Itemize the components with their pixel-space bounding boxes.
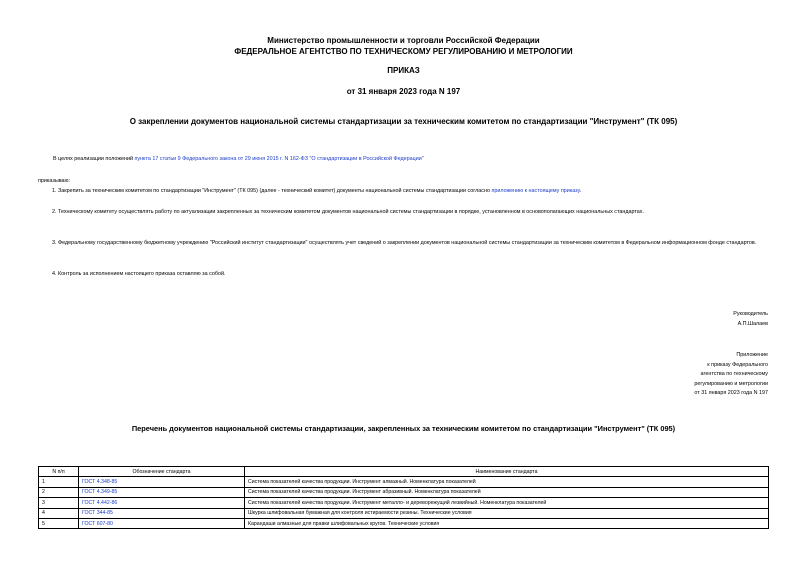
standard-link[interactable]: ГОСТ 4.348-85 xyxy=(82,479,118,486)
document-type: ПРИКАЗ xyxy=(387,66,420,75)
header-name: Наименование стандарта xyxy=(245,467,769,477)
row-num: 1 xyxy=(39,477,79,487)
agency-title: ФЕДЕРАЛЬНОЕ АГЕНТСТВО ПО ТЕХНИЧЕСКОМУ РЕГУЛИРОВАНИЮ И МЕТРОЛОГИИ xyxy=(234,47,573,56)
row-name: Шкурка шлифовальная бумажная для контроля истираемости резины. Технические условия xyxy=(245,508,769,518)
table-row xyxy=(39,508,769,518)
item1-end: . xyxy=(579,188,582,194)
federal-law-link[interactable]: пункта 17 статьи 9 Федерального закона от 29 июня 2015 г. N 162-ФЗ "О стандартизации в Российской Федерации" xyxy=(134,156,424,162)
signatory-title: Руководитель xyxy=(733,311,768,317)
order-date-number: от 31 января 2023 года N 197 xyxy=(346,87,461,96)
standard-link[interactable]: ГОСТ 4.349-85 xyxy=(82,489,118,496)
order-item-2: 2. Техническому комитету осуществлять работу по актуализации закрепленных за техническим комитетом документов национальной системы стандартизации в порядке, установленном в основополагающих национальных стандартах. xyxy=(52,209,644,215)
order-subject: О закреплении документов национальной системы стандартизации за техническим комитетом по стандартизации "Инструмент" (ТК 095) xyxy=(129,117,678,126)
table-header-row xyxy=(39,467,769,477)
appendix-line: регулированию и метрологии xyxy=(694,380,768,387)
row-name: Система показателей качества продукции. Инструмент абразивный. Номенклатура показателей xyxy=(245,487,769,497)
order-item-4: 4. Контроль за исполнением настоящего приказа оставляю за собой. xyxy=(52,271,226,277)
appendix-line: к приказу Федерального xyxy=(707,361,768,368)
row-code xyxy=(79,508,245,518)
appendix-link[interactable]: приложению к настоящему приказу xyxy=(491,188,580,194)
item1-text: 1. Закрепить за техническим комитетом по стандартизации "Инструмент" (ТК 095) (далее - технический комитет) документы национальной системы стандартизации согласно xyxy=(52,188,492,194)
order-item-1 xyxy=(38,187,768,196)
row-code xyxy=(79,487,245,497)
order-item-3: 3. Федеральному государственному бюджетному учреждению "Российский институт стандартизации" осуществлять учет сведений о закреплении документов национальной системы стандартизации за техническим комитетом в Федеральном информационном фонде стандартов. xyxy=(52,240,757,246)
signatory-name: А.П.Шалаев xyxy=(737,321,768,327)
row-code xyxy=(79,518,245,528)
row-name: Карандаши алмазные для правки шлифовальных кругов. Технические условия xyxy=(245,518,769,528)
intro-text: В целях реализации положений xyxy=(53,156,135,162)
row-num: 5 xyxy=(39,518,79,528)
row-name: Система показателей качества продукции. Инструмент алмазный. Номенклатура показателей xyxy=(245,477,769,487)
table-row xyxy=(39,477,769,487)
standard-link[interactable]: ГОСТ 344-85 xyxy=(82,510,113,517)
standard-link[interactable]: ГОСТ 607-80 xyxy=(82,520,113,527)
standards-table xyxy=(38,466,769,529)
table-row xyxy=(39,498,769,508)
row-code xyxy=(79,498,245,508)
list-title: Перечень документов национальной системы стандартизации, закрепленных за техническим комитетом по стандартизации "Инструмент" (ТК 095) xyxy=(131,424,676,433)
table-row xyxy=(39,487,769,497)
header-num: N п/п xyxy=(39,467,79,477)
row-num: 4 xyxy=(39,508,79,518)
ministry-title: Министерство промышленности и торговли Российской Федерации xyxy=(267,36,540,45)
appendix-line: агентства по техническому xyxy=(700,371,768,377)
order-word: приказываю: xyxy=(38,178,71,184)
row-num: 3 xyxy=(39,498,79,508)
row-code xyxy=(79,477,245,487)
appendix-block xyxy=(694,351,768,399)
standard-link[interactable]: ГОСТ 4.442-86 xyxy=(82,499,118,506)
table-row xyxy=(39,518,769,528)
header-code: Обозначение стандарта xyxy=(79,467,245,477)
intro-paragraph xyxy=(53,155,763,164)
appendix-line: Приложение xyxy=(736,352,768,358)
appendix-line: от 31 января 2023 года N 197 xyxy=(694,390,768,396)
row-num: 2 xyxy=(39,487,79,497)
row-name: Система показателей качества продукции. Инструмент металло- и дереворежущий лезвийный. Номенклатура показателей xyxy=(245,498,769,508)
